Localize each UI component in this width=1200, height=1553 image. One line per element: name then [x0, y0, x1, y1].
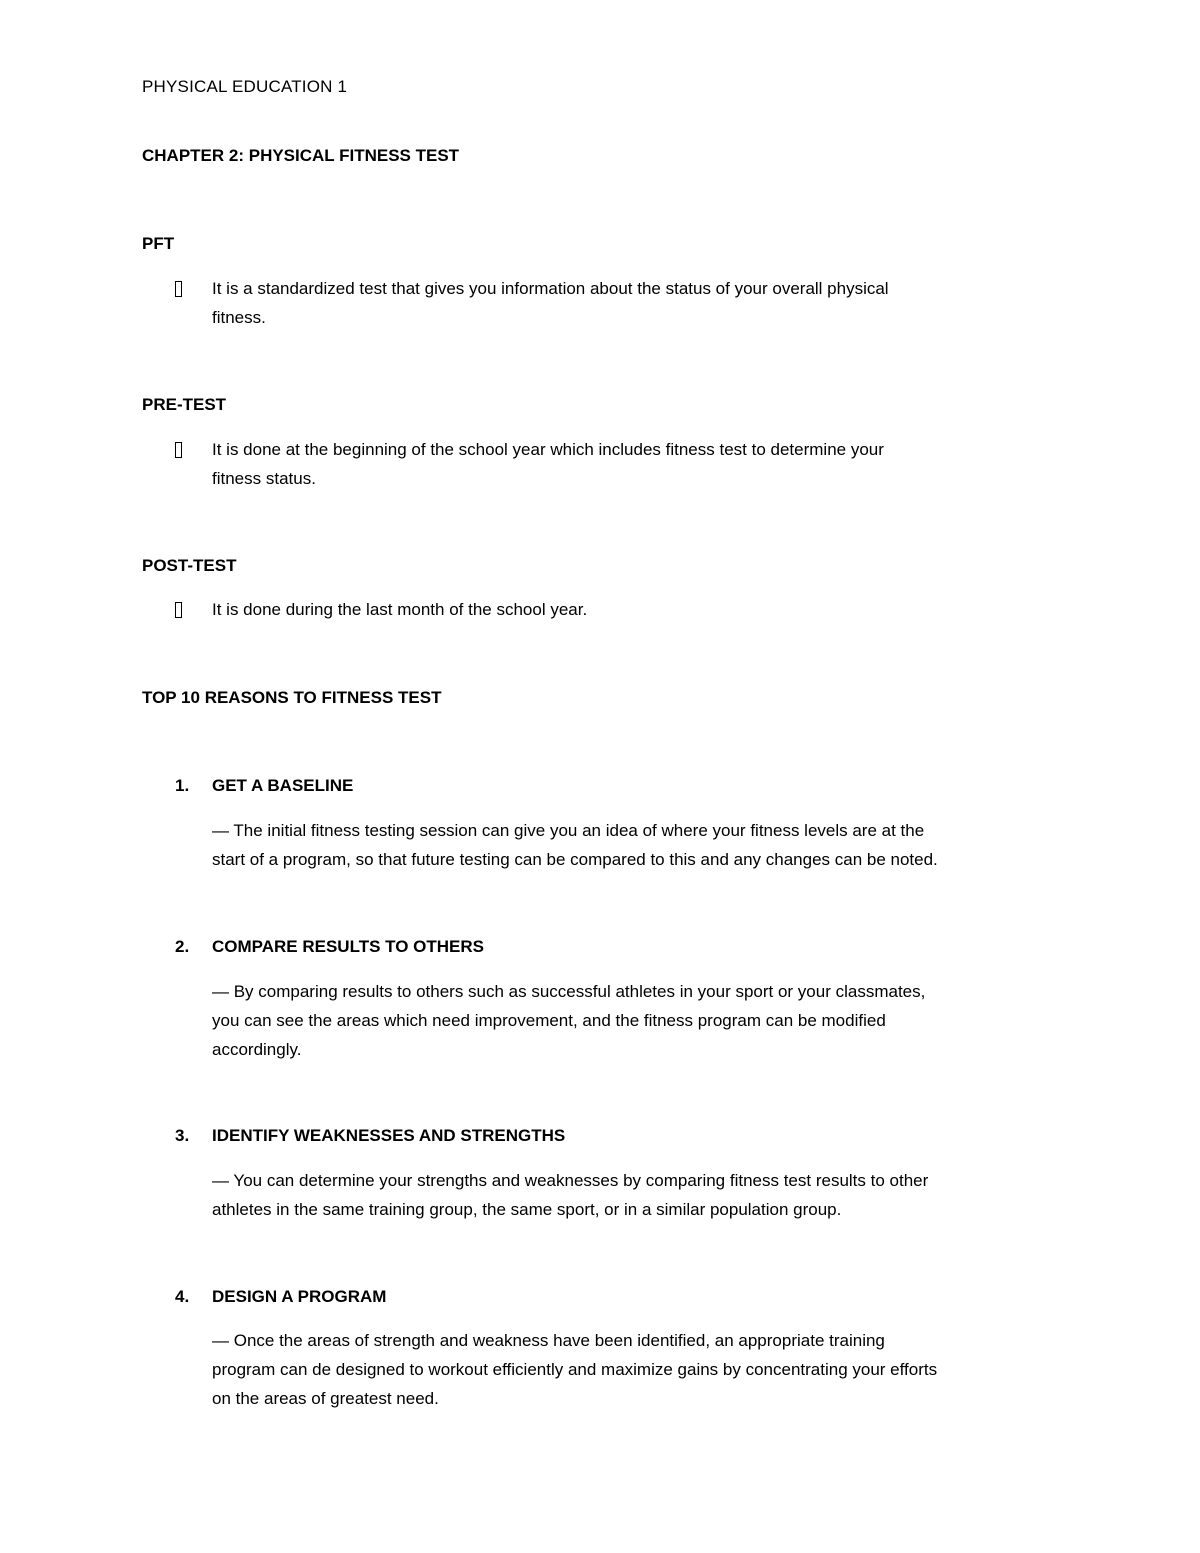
bullet-icon [175, 281, 182, 297]
reasons-title: TOP 10 REASONS TO FITNESS TEST [142, 688, 442, 707]
section-post-test-text [212, 595, 587, 624]
paragraph-line: on the areas of greatest need. [212, 1389, 439, 1408]
paragraph-line: you can see the areas which need improvement, and the fitness program can be modified [212, 1011, 886, 1030]
reason-title: IDENTIFY WEAKNESSES AND STRENGTHS [212, 1126, 566, 1145]
paragraph-line: start of a program, so that future testing can be compared to this and any changes can be noted. [212, 850, 938, 869]
section-heading-pft: PFT [142, 234, 175, 253]
paragraph-line: athletes in the same training group, the same sport, or in a similar population group. [212, 1200, 842, 1219]
section-heading-pre-test: PRE-TEST [142, 395, 227, 414]
reason-description [212, 816, 938, 874]
paragraph-line: It is a standardized test that gives you information about the status of your overall physical [212, 279, 889, 298]
document-header: PHYSICAL EDUCATION 1 [142, 77, 348, 96]
reason-number: 2. [175, 937, 190, 956]
reason-description [212, 1166, 928, 1224]
paragraph-line: It is done at the beginning of the school year which includes fitness test to determine your [212, 440, 884, 459]
bullet-icon [175, 442, 182, 458]
reason-title: GET A BASELINE [212, 776, 354, 795]
reason-number: 3. [175, 1126, 190, 1145]
section-heading-post-test: POST-TEST [142, 556, 237, 575]
reason-description [212, 1326, 937, 1413]
paragraph-line: — You can determine your strengths and weaknesses by comparing fitness test results to other [212, 1171, 929, 1190]
paragraph-line: program can de designed to workout efficiently and maximize gains by concentrating your efforts [212, 1360, 938, 1379]
reason-title: COMPARE RESULTS TO OTHERS [212, 937, 485, 956]
reason-title: DESIGN A PROGRAM [212, 1287, 387, 1306]
paragraph-line: fitness status. [212, 469, 316, 488]
reason-number: 1. [175, 776, 190, 795]
paragraph-line: It is done during the last month of the school year. [212, 600, 588, 619]
paragraph-line: — The initial fitness testing session can give you an idea of where your fitness levels are at the [212, 821, 925, 840]
section-pft-text [212, 274, 889, 332]
paragraph-line: accordingly. [212, 1040, 302, 1059]
bullet-icon [175, 602, 182, 618]
paragraph-line: — By comparing results to others such as successful athletes in your sport or your classmates, [212, 982, 926, 1001]
paragraph-line: — Once the areas of strength and weakness have been identified, an appropriate training [212, 1331, 885, 1350]
reason-number: 4. [175, 1287, 190, 1306]
section-pre-test-text [212, 435, 884, 493]
chapter-title: CHAPTER 2: PHYSICAL FITNESS TEST [142, 146, 460, 165]
paragraph-line: fitness. [212, 308, 266, 327]
reason-description [212, 977, 925, 1064]
